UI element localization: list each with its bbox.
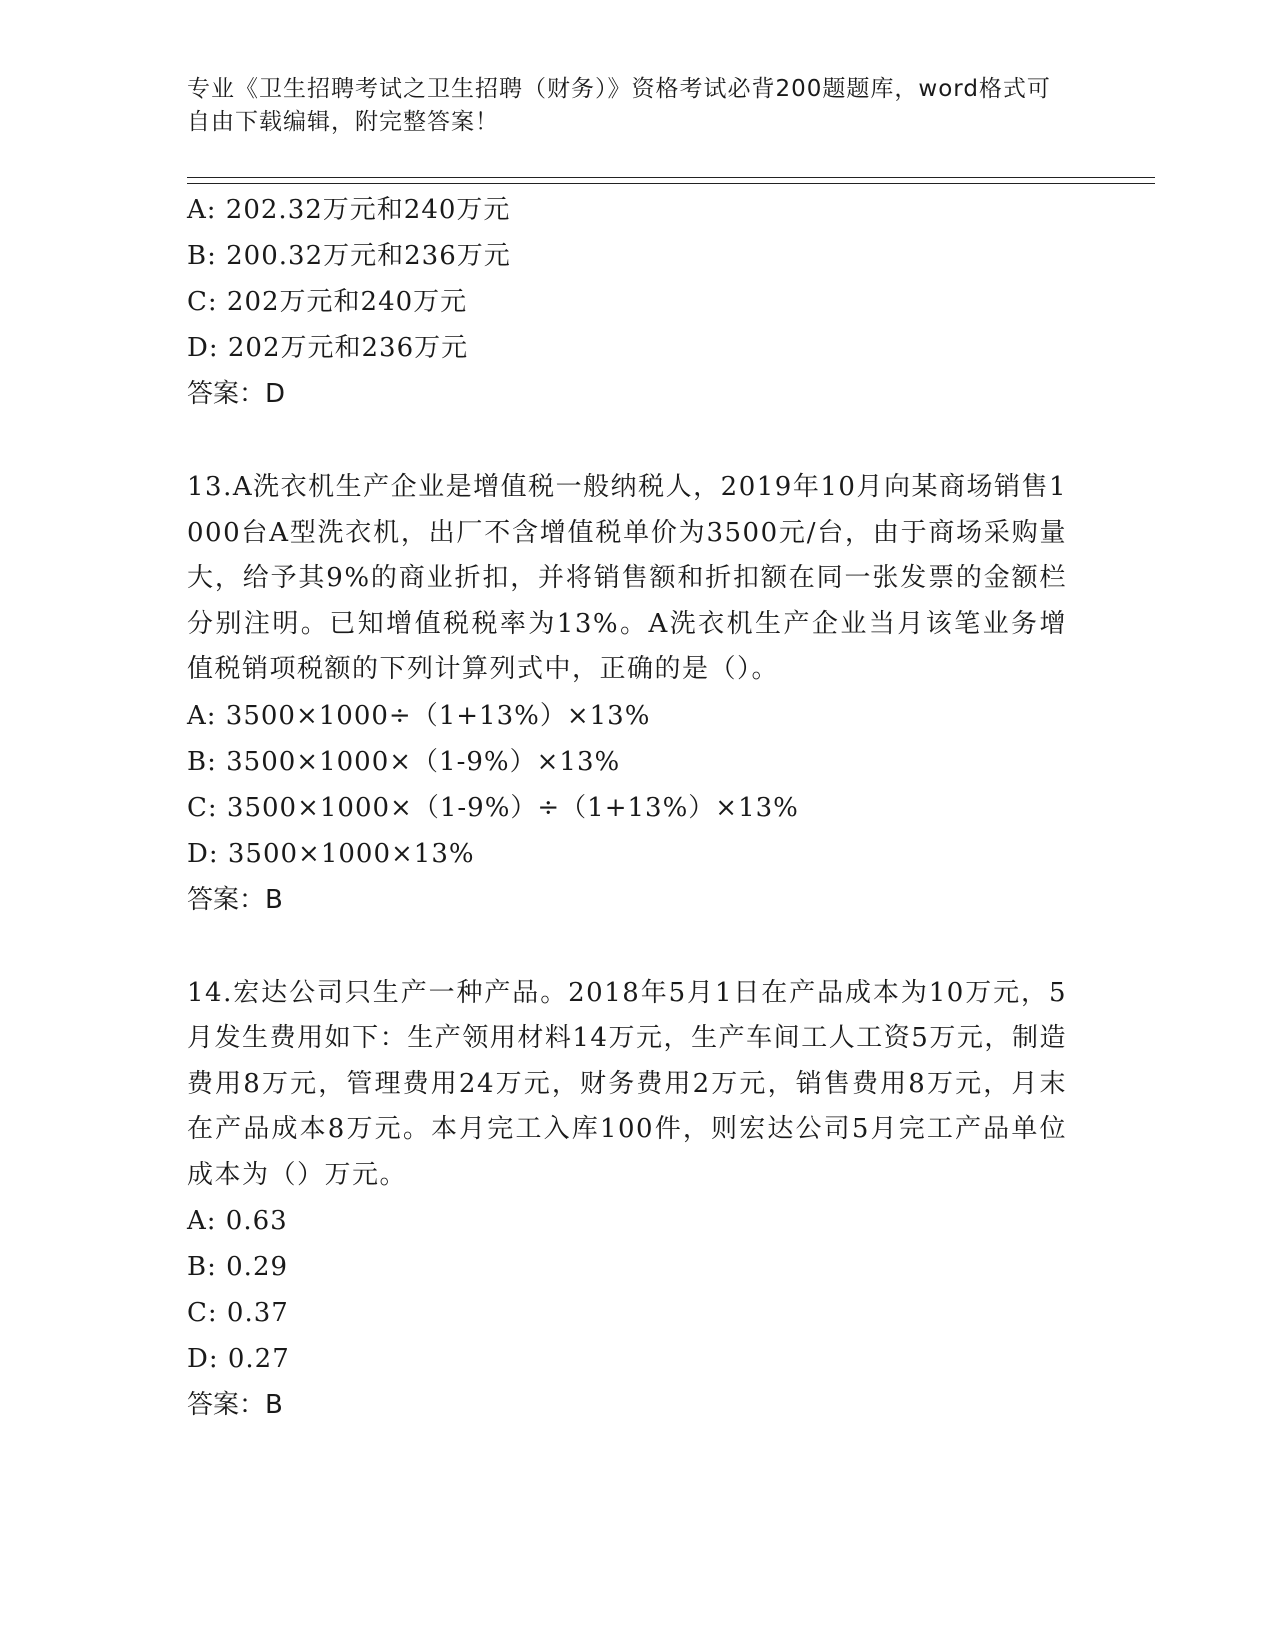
option-c: C: 0.37 [187,1298,289,1328]
question-text: 13.A洗衣机生产企业是增值税一般纳税人，2019年10月向某商场销售1000台A型洗衣机，出厂不含增值税单价为3500元/台，由于商场采购量大，给予其9%的商业折扣，并将销售额和折扣额在同一张发票的金额栏分别注明。已知增值税税率为13%。A洗衣机生产企业当月该笔业务增值税销项税额的下列计算列式中，正确的是（）。 [187,472,1067,684]
question-14 [187,971,1067,1429]
option-list [187,693,1067,877]
document-header-title: 专业《卫生招聘考试之卫生招聘（财务）》资格考试必背200题题库，word格式可自由下载编辑，附完整答案！ [187,76,1051,135]
option-b: B: 200.32万元和236万元 [187,241,511,271]
option-a: A: 202.32万元和240万元 [187,195,511,225]
answer-line: 答案：B [187,884,283,915]
question-text: 14.宏达公司只生产一种产品。2018年5月1日在产品成本为10万元，5月发生费用如下：生产领用材料14万元，生产车间工人工资5万元，制造费用8万元，管理费用24万元，财务费用2万元，销售费用8万元，月末在产品成本8万元。本月完工入库100件，则宏达公司5月完工产品单位成本为（）万元。 [187,977,1067,1190]
option-d: D: 3500×1000×13% [187,838,475,869]
question-13 [187,465,1067,923]
option-list [187,187,1067,371]
option-b: B: 0.29 [187,1252,289,1282]
option-d: D: 202万元和236万元 [187,333,469,363]
answer-line: 答案：B [187,1390,283,1420]
option-c: C: 202万元和240万元 [187,287,468,317]
option-c: C: 3500×1000×（1-9%）÷（1+13%）×13% [187,792,799,823]
option-d: D: 0.27 [187,1344,290,1374]
header-rule-top [187,177,1155,178]
document-body [187,187,1067,1428]
option-b: B: 3500×1000×（1-9%）×13% [187,746,621,777]
answer-line: 答案：D [187,379,286,409]
option-a: A: 0.63 [187,1206,288,1236]
header-rule-bottom [187,183,1155,184]
option-a: A: 3500×1000÷（1+13%）×13% [187,700,651,731]
question-12-continued [187,187,1067,417]
option-list [187,1198,1067,1382]
